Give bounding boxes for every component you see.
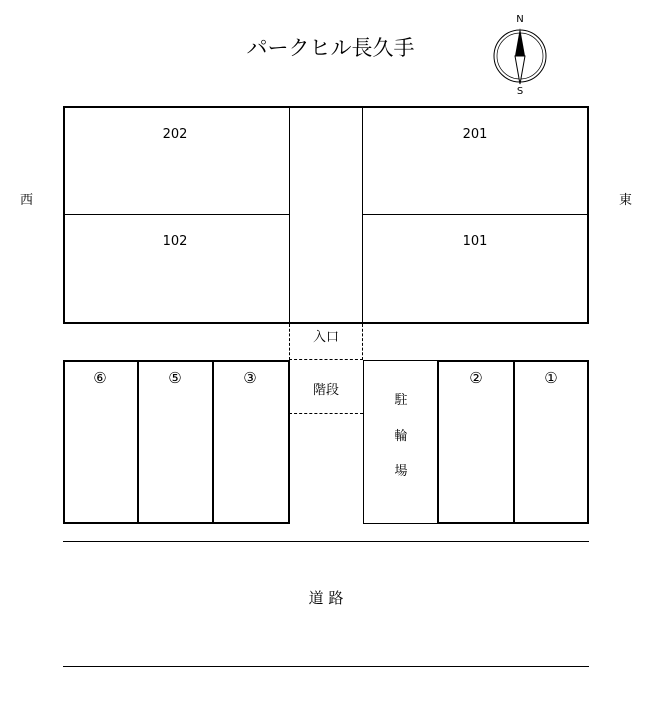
unit-101-label: 101 [462, 234, 488, 249]
west-label: 西 [20, 193, 34, 208]
stairs-label: 階段 [312, 383, 339, 398]
parking-spot-5-label: ⑤ [168, 369, 182, 387]
bicycle-parking-char-3: 場 [394, 464, 408, 479]
bicycle-parking-char-1: 駐 [394, 393, 408, 408]
unit-201-label: 201 [462, 127, 488, 142]
parking-spot-6-label: ⑥ [93, 369, 107, 387]
parking-spot-3-label: ③ [243, 369, 257, 387]
entrance-label: 入口 [312, 330, 339, 345]
building-outline [63, 106, 589, 324]
compass-north-label: N [516, 14, 524, 25]
road-edge-bottom [63, 666, 589, 667]
unit-202-label: 202 [162, 127, 188, 142]
corridor-wall-left [289, 107, 290, 323]
road-label: 道 路 [308, 589, 344, 607]
map-title: パークヒル長久手 [246, 36, 415, 60]
unit-102-label: 102 [162, 234, 188, 249]
road-edge-top [63, 541, 589, 542]
corridor-wall-right [362, 107, 363, 323]
bicycle-parking-char-2: 輪 [394, 429, 408, 444]
floor-divider-left [64, 214, 289, 215]
parking-spot-2-label: ② [469, 369, 483, 387]
floor-divider-right [363, 214, 588, 215]
compass-rose [490, 12, 550, 98]
east-label: 東 [619, 193, 633, 208]
parking-spot-1-label: ① [544, 369, 558, 387]
compass-south-label: S [516, 86, 524, 97]
